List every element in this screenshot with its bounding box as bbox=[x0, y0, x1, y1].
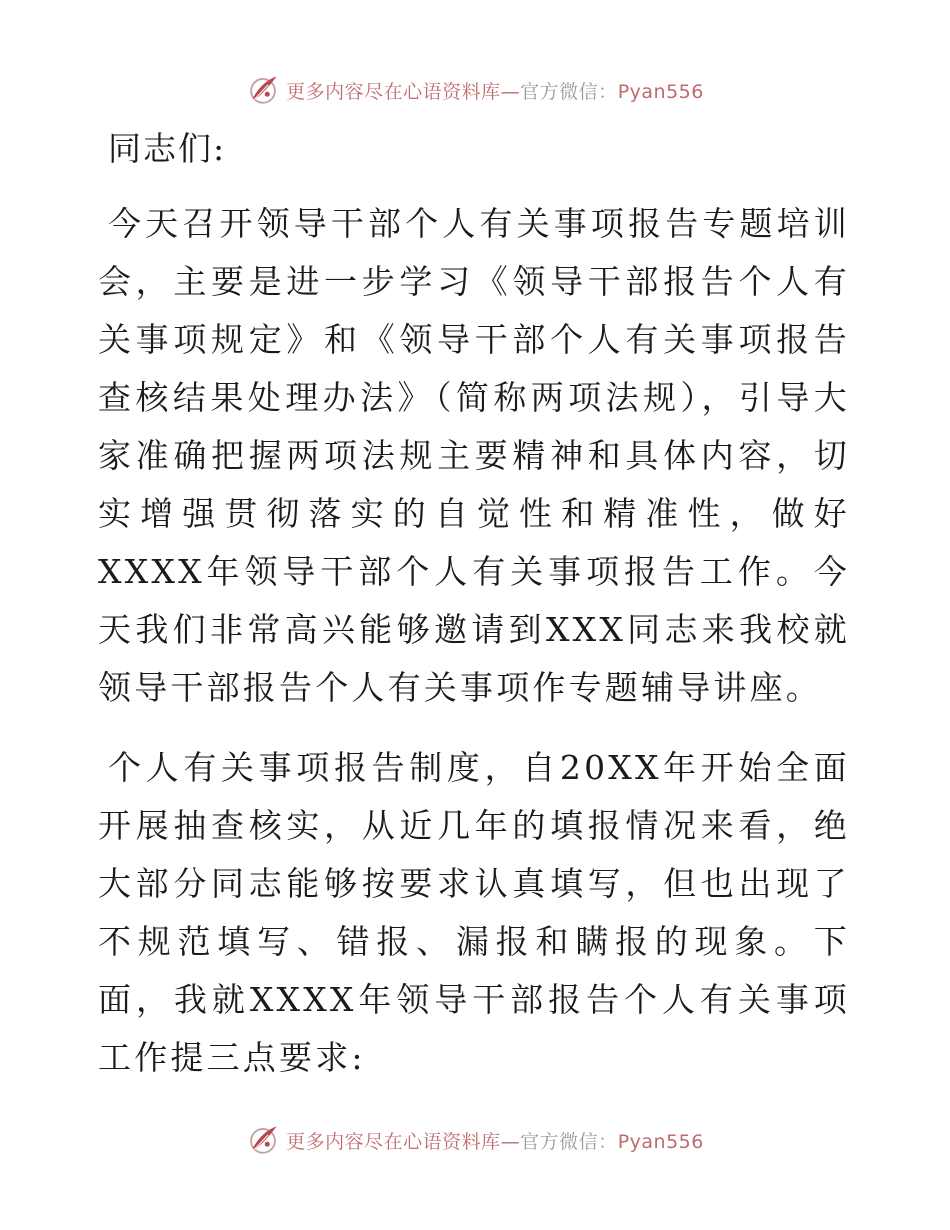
watermark-text bbox=[286, 77, 704, 104]
feather-quill-logo-icon bbox=[246, 1123, 280, 1157]
document-body bbox=[98, 123, 850, 1087]
watermark-account-id: Pyan556 bbox=[617, 1130, 704, 1153]
feather-quill-logo-icon bbox=[246, 73, 280, 107]
header-watermark bbox=[0, 70, 950, 110]
footer-watermark bbox=[0, 1120, 950, 1160]
watermark-text bbox=[286, 1127, 704, 1154]
watermark-account-id: Pyan556 bbox=[617, 80, 704, 103]
watermark-account-label: 官方微信： bbox=[520, 80, 618, 103]
salutation: 同志们: bbox=[108, 129, 227, 168]
watermark-account-label: 官方微信： bbox=[520, 1130, 618, 1153]
watermark-separator: — bbox=[500, 1130, 521, 1153]
watermark-brand: 更多内容尽在心语资料库 bbox=[286, 80, 501, 103]
paragraph-intro: 今天召开领导干部个人有关事项报告专题培训会，主要是进一步学习《领导干部报告个人有关事项规定》和《领导干部个人有关事项报告查核结果处理办法》（简称两项法规），引导大家准确把握两项法规主要精神和具体内容，切实增强贯彻落实的自觉性和精准性，做好XXXX年领导干部个人有关事项报告工作。今天我们非常高兴能够邀请到XXX同志来我校就领导干部报告个人有关事项作专题辅导讲座。 bbox=[98, 204, 850, 707]
watermark-separator: — bbox=[500, 80, 521, 103]
watermark-brand: 更多内容尽在心语资料库 bbox=[286, 1130, 501, 1153]
paragraph-requirements: 个人有关事项报告制度，自20XX年开始全面开展抽查核实，从近几年的填报情况来看，绝大部分同志能够按要求认真填写，但也出现了不规范填写、错报、漏报和瞒报的现象。下面，我就XXXX年领导干部报告个人有关事项工作提三点要求: bbox=[98, 748, 850, 1077]
